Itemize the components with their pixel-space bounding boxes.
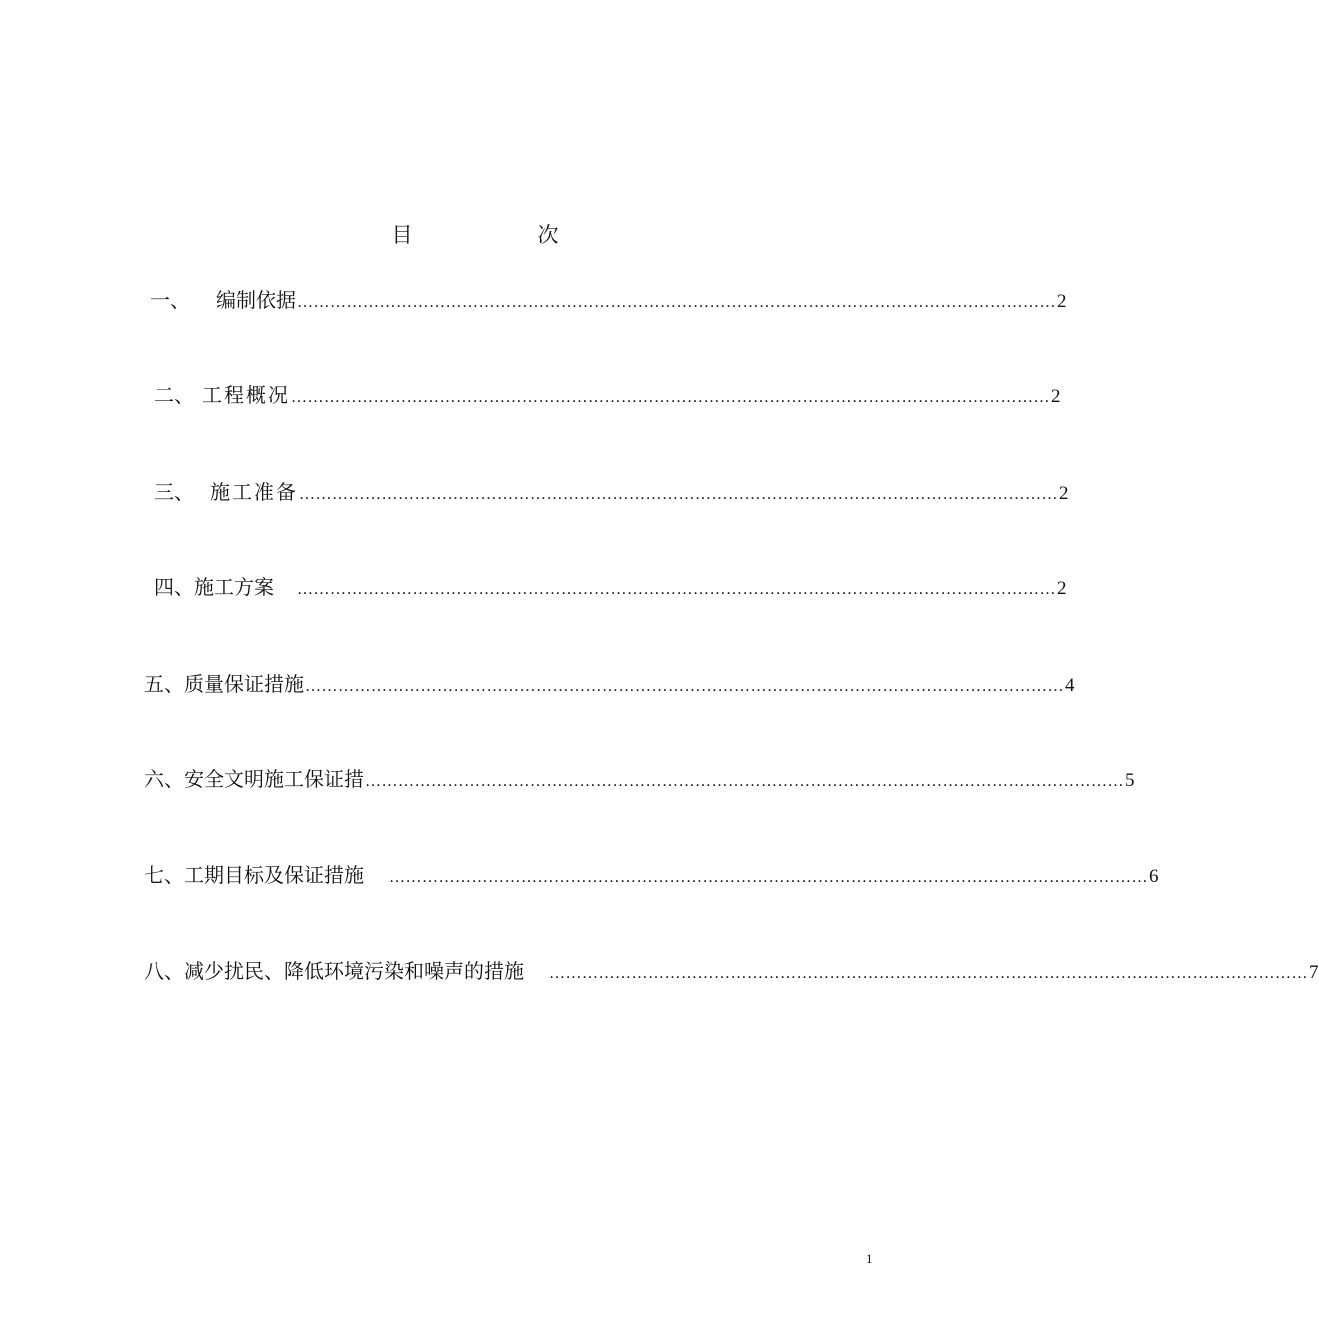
toc-entry-number: 一、 bbox=[150, 288, 190, 312]
toc-entry-label: 工期目标及保证措施 bbox=[184, 863, 364, 887]
toc-title: 目 次 bbox=[391, 223, 611, 247]
toc-entry-page: 4 bbox=[1065, 675, 1075, 696]
toc-entry[interactable] bbox=[154, 572, 1067, 602]
toc-dot-leader: ………………………………………………………………………………………………………………………… bbox=[297, 294, 1056, 311]
toc-entry-number: 二、 bbox=[154, 383, 194, 407]
toc-entry-number: 四、 bbox=[154, 575, 194, 599]
toc-entry[interactable] bbox=[144, 956, 1319, 986]
toc-entry-label: 减少扰民、降低环境污染和噪声的措施 bbox=[184, 959, 524, 983]
toc-entry-number: 六、 bbox=[144, 767, 184, 791]
toc-entry-number: 五、 bbox=[144, 672, 184, 696]
toc-entry-page: 7 bbox=[1309, 962, 1319, 983]
toc-dot-leader: ………………………………………………………………………………………………………………………… bbox=[299, 486, 1058, 503]
toc-entry-page: 2 bbox=[1051, 386, 1061, 407]
toc-entry-page: 6 bbox=[1149, 866, 1159, 887]
toc-entry-page: 5 bbox=[1125, 770, 1135, 791]
toc-dot-leader: ………………………………………………………………………………………………………………………… bbox=[549, 965, 1308, 982]
toc-entry-number: 八、 bbox=[144, 959, 184, 983]
toc-entry-label: 施工方案 bbox=[194, 575, 274, 599]
toc-entry[interactable] bbox=[144, 669, 1075, 699]
toc-dot-leader: ………………………………………………………………………………………………………………………… bbox=[365, 773, 1124, 790]
toc-entry-page: 2 bbox=[1059, 483, 1069, 504]
toc-entry[interactable] bbox=[150, 285, 1067, 315]
toc-entry-page: 2 bbox=[1057, 291, 1067, 312]
toc-dot-leader: ………………………………………………………………………………………………………………………… bbox=[305, 678, 1064, 695]
page-number: 1 bbox=[866, 1251, 873, 1266]
toc-dot-leader: ………………………………………………………………………………………………………………………… bbox=[389, 869, 1148, 886]
toc-entry-label: 安全文明施工保证措 bbox=[184, 767, 364, 791]
toc-entry-label: 工程概况 bbox=[202, 383, 290, 407]
toc-entry-page: 2 bbox=[1057, 578, 1067, 599]
toc-dot-leader: ………………………………………………………………………………………………………………………… bbox=[291, 389, 1050, 406]
toc-entry-label: 质量保证措施 bbox=[184, 672, 304, 696]
toc-entry-label: 施工准备 bbox=[210, 480, 298, 504]
toc-entry[interactable] bbox=[154, 380, 1061, 410]
toc-entry[interactable] bbox=[144, 764, 1135, 794]
toc-dot-leader: ………………………………………………………………………………………………………………………… bbox=[297, 581, 1056, 598]
toc-entry[interactable] bbox=[154, 477, 1069, 507]
toc-entry-label: 编制依据 bbox=[216, 288, 296, 312]
toc-entry-number: 七、 bbox=[144, 863, 184, 887]
toc-entry-number: 三、 bbox=[154, 480, 194, 504]
toc-entry[interactable] bbox=[144, 860, 1159, 890]
